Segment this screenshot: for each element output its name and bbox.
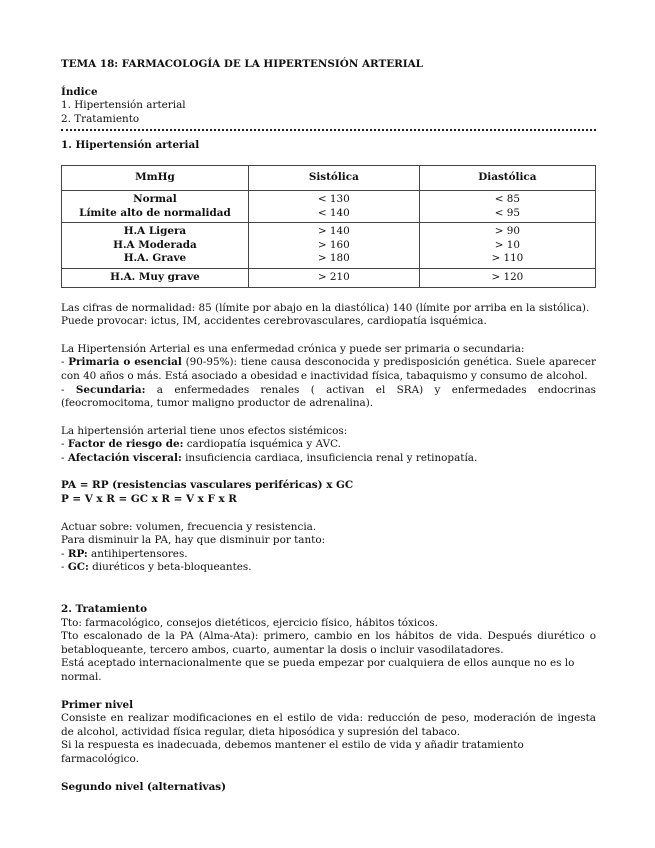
bullet-label: Factor de riesgo de: <box>67 438 184 451</box>
primer-nivel-text-2: Si la respuesta es inadecuada, debemos mantener el estilo de vida y añadir tratamiento farmacológico. <box>61 739 524 765</box>
paragraph-hta-intro: La Hipertensión Arterial es una enfermedad crónica y puede ser primaria o secundaria: <box>61 342 525 355</box>
index-heading: Índice <box>61 85 98 98</box>
section-1-heading: 1. Hipertensión arterial <box>61 139 200 152</box>
sistolica-values <box>248 190 419 222</box>
bullet-text: a enfermedades renales ( activan el SRA) y enfermedades endocrinas (feocromocitoma, tumor maligno productor de adrenalina). <box>61 383 596 410</box>
header-mmhg: MmHg <box>62 165 249 190</box>
dotted-separator <box>61 128 596 131</box>
paragraph-disminuir: Para disminuir la PA, hay que disminuir por tanto: <box>61 534 326 547</box>
primer-nivel-text: Consiste en realizar modificaciones en el estilo de vida: reducción de peso, moderación de ingesta de alcohol, actividad física regular, dieta hiposódica y supresión del tabaco. <box>61 712 596 738</box>
value-cell: < 140 <box>317 206 350 219</box>
formula-pa: PA = RP (resistencias vasculares periféricas) x GC <box>61 479 354 492</box>
paragraph-normalidad: Las cifras de normalidad: 85 (límite por abajo en la diastólica) 140 (límite por arriba en la sistólica). <box>61 301 590 314</box>
paragraph-tto-escalonado: Tto escalonado de la PA (Alma-Ata): primero, cambio en los hábitos de vida. Después diurético o betabloqueante, tercero ambos, cuarto, aumentar la dosis o incluir vasodilatadores. <box>61 630 596 656</box>
value-cell: > 120 <box>419 268 595 287</box>
value-cell: > 160 <box>317 238 350 251</box>
paragraph-efectos-intro: La hipertensión arterial tiene unos efectos sistémicos: <box>61 424 348 437</box>
table-row <box>62 268 596 287</box>
primer-nivel-heading: Primer nivel <box>61 698 134 711</box>
diastolica-values <box>419 223 595 269</box>
document-page <box>61 58 596 794</box>
section-2-heading: 2. Tratamiento <box>61 603 148 616</box>
table-row <box>62 223 596 269</box>
segundo-nivel-heading: Segundo nivel (alternativas) <box>61 780 227 793</box>
header-diastolica: Diastólica <box>419 165 595 190</box>
value-cell: > 10 <box>494 238 520 251</box>
paragraph-aceptado: Está aceptado internacionalmente que se pueda empezar por cualquiera de ellos aunque no es lo normal. <box>61 657 575 683</box>
index-item-2: 2. Tratamiento <box>61 112 140 125</box>
label-grave: H.A. Grave <box>123 252 187 265</box>
blood-pressure-table <box>61 165 596 288</box>
diastolica-values <box>419 190 595 222</box>
label-muy-grave: H.A. Muy grave <box>62 268 249 287</box>
table-row <box>62 190 596 222</box>
paragraph-provocar: Puede provocar: ictus, IM, accidentes cerebrovasculares, cardiopatía isquémica. <box>61 315 487 328</box>
bullet-label: Afectación visceral: <box>67 451 182 464</box>
value-cell: > 110 <box>491 252 524 265</box>
label-moderada: H.A Moderada <box>113 238 197 251</box>
bullet-text: insuficiencia cardiaca, insuficiencia renal y retinopatía. <box>181 451 478 464</box>
bullet-primaria: - Primaria o esencial (90-95%): tiene causa desconocida y predisposición genética. Suele aparecer con 40 años o más. Está asociado a obesidad e inactividad física, tabaquismo y consumo de alcohol. <box>61 356 596 382</box>
value-cell: < 85 <box>494 192 520 205</box>
index-item-1: 1. Hipertensión arterial <box>61 99 186 112</box>
value-cell: > 140 <box>317 225 350 238</box>
bullet-label: Secundaria: <box>75 383 146 396</box>
bullet-afectacion-visceral: - Afectación visceral: insuficiencia cardiaca, insuficiencia renal y retinopatía. <box>61 451 478 464</box>
formula-p: P = V x R = GC x R = V x F x R <box>61 493 237 506</box>
label-limite-alto: Límite alto de normalidad <box>79 206 231 219</box>
value-cell: > 180 <box>317 252 350 265</box>
bullet-factor-riesgo: - Factor de riesgo de: cardiopatía isquémica y AVC. <box>61 438 341 451</box>
value-cell: > 90 <box>494 225 520 238</box>
row-labels <box>62 223 249 269</box>
label-ligera: H.A Ligera <box>123 225 187 238</box>
row-labels <box>62 190 249 222</box>
label-normal: Normal <box>133 192 177 205</box>
value-cell: < 95 <box>494 206 520 219</box>
bullet-secundaria: - Secundaria: a enfermedades renales ( activan el SRA) y enfermedades endocrinas (feocromocitoma, tumor maligno productor de adrenalina). <box>61 383 596 410</box>
bullet-text: cardiopatía isquémica y AVC. <box>183 438 341 451</box>
header-sistolica: Sistólica <box>248 165 419 190</box>
bullet-label: Primaria o esencial <box>68 356 182 369</box>
paragraph-tto: Tto: farmacológico, consejos dietéticos, ejercicio físico, hábitos tóxicos. <box>61 616 438 629</box>
bullet-text: (90-95%): tiene causa desconocida y predisposición genética. Suele aparecer con 40 años o más. Está asociado a obesidad e inactividad física, tabaquismo y consumo de alcohol. <box>61 356 596 382</box>
bullet-label: GC: <box>67 561 89 574</box>
value-cell: > 210 <box>248 268 419 287</box>
sistolica-values <box>248 223 419 269</box>
bullet-label: RP: <box>67 547 88 560</box>
value-cell: < 130 <box>317 192 350 205</box>
bullet-rp: - RP: antihipertensores. <box>61 547 188 560</box>
bullet-text: diuréticos y beta-bloqueantes. <box>88 561 252 574</box>
paragraph-actuar: Actuar sobre: volumen, frecuencia y resistencia. <box>61 520 317 533</box>
bullet-text: antihipertensores. <box>87 547 188 560</box>
document-title: TEMA 18: FARMACOLOGÍA DE LA HIPERTENSIÓN ARTERIAL <box>61 58 423 70</box>
table-header-row <box>62 165 596 190</box>
bullet-gc: - GC: diuréticos y beta-bloqueantes. <box>61 561 252 574</box>
